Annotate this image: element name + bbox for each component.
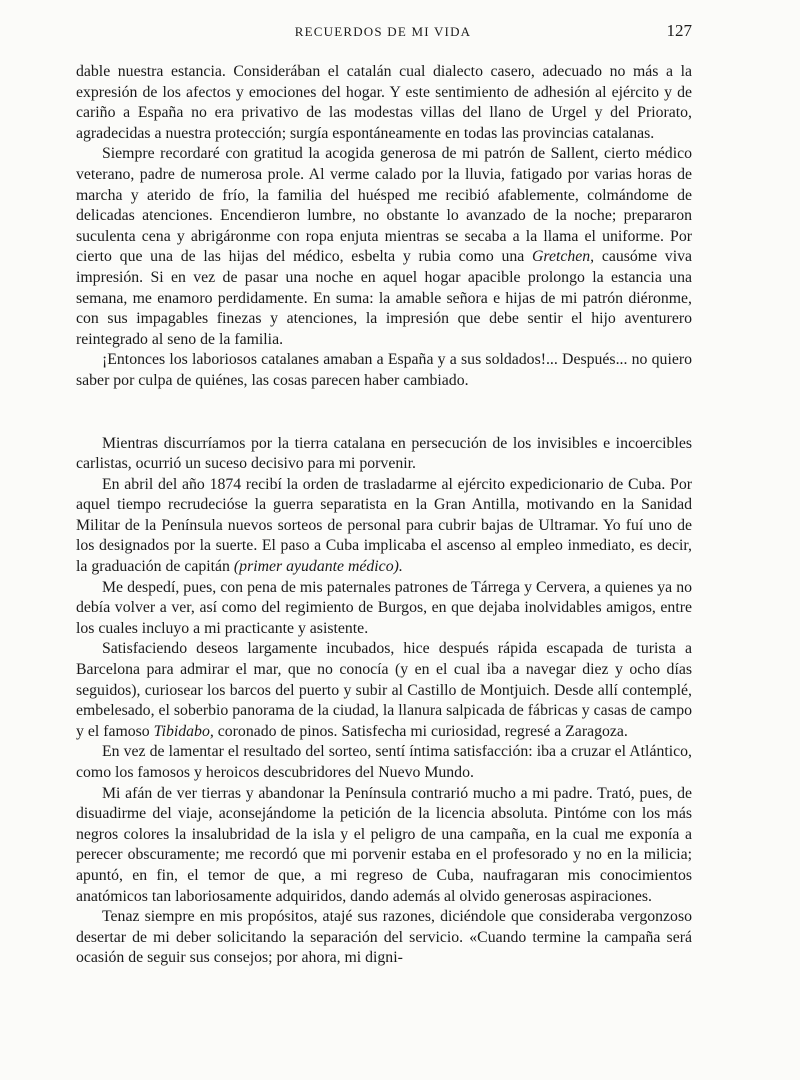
- paragraph: Mientras discurríamos por la tierra catalana en persecución de los invisibles e incoercibles carlistas, ocurrió un suceso decisivo para mi porvenir.: [76, 434, 692, 473]
- italic-term: Tibidabo,: [153, 722, 214, 740]
- page-number: 127: [666, 21, 692, 40]
- running-header: [76, 21, 692, 44]
- paragraph: Me despedí, pues, con pena de mis paternales patrones de Tárrega y Cervera, a quienes ya no debía volver a ver, así como del regimiento de Burgos, en que dejaba inolvidables amigos, entre los cuales incluyo a mi practicante y asistente.: [76, 578, 692, 637]
- paragraph: Tenaz siempre en mis propósitos, atajé sus razones, diciéndole que consideraba vergonzoso desertar de mi deber solicitando la separación del servicio. «Cuando termine la campaña será ocasión de seguir sus consejos; por ahora, mi digni-: [76, 908, 692, 967]
- paragraph: dable nuestra estancia. Considerában el catalán cual dialecto casero, adecuado no más a la expresión de los afectos y emociones del hogar. Y este sentimiento de adhesión al ejército y de cariño a España no era privativo de las modestas villas del llano de Urgel y del Priorato, agradecidas a nuestra protección; surgía espontáneamente en todas las provincias catalanas.: [76, 63, 692, 142]
- paragraph-text: causóme viva impresión. Si en vez de pasar una noche en aquel hogar apacible prolongo la estancia una semana, me enamoro perdidamente. En suma: la amable señora e hijas de mi patrón diéronme, con sus impagables finezas y atenciones, la impresión que debe sentir el hijo aventurero reintegrado al seno de la familia.: [76, 248, 692, 348]
- paragraph-text: Satisfaciendo deseos largamente incubados, hice después rápida escapada de turista a Barcelona para admirar el mar, que no conocía (y en el cual iba a navegar diez y ocho días seguidos), curiosear los barcos del puerto y subir al Castillo de Montjuich. Desde allí contemplé, embelesado, el soberbio panorama de la ciudad, la llanura salpicada de fábricas y casas de campo y el famoso: [76, 640, 692, 740]
- paragraph: [76, 475, 692, 578]
- page-body: [76, 62, 692, 969]
- italic-term: Gretchen,: [531, 248, 595, 266]
- paragraph-text: Siempre recordaré con gratitud la acogida generosa de mi patrón de Sallent, cierto médico veterano, padre de numerosa prole. Al verme calado por la lluvia, fatigado por varias horas de marcha y aterido de frío, la familia del huésped me recibió afablemente, colmándome de delicadas atenciones. Encendieron lumbre, no obstante lo avanzado de la noche; prepararon suculenta cena y abrigáronme con ropa enjuta mientras se secaba a la llama el uniforme. Por cierto que una de las hijas del médico, esbelta y rubia como una: [76, 145, 692, 266]
- paragraph: Mi afán de ver tierras y abandonar la Península contrarió mucho a mi padre. Trató, pues, de disuadirme del viaje, aconsejándome la petición de la licencia absoluta. Pintóme con los más negros colores la insalubridad de la isla y el peligro de una campaña, en la cual me exponía a perecer obscuramente; me recordó que mi porvenir estaba en el profesorado y no en la milicia; apuntó, en fin, el temor de que, a mi regreso de Cuba, naufragaran mis conocimientos anatómicos tan laboriosamente adquiridos, dando además al olvido generosas aspiraciones.: [76, 784, 692, 905]
- italic-term: (primer ayudante médico).: [233, 558, 403, 576]
- paragraph-text: En abril del año 1874 recibí la orden de trasladarme al ejército expedicionario de Cuba. Por aquel tiempo recrudecióse la guerra separatista en la Gran Antilla, motivando en la Sanidad Militar de la Península nuevos sorteos de personal para cubrir bajas de Ultramar. Yo fuí uno de los designados por la suerte. El paso a Cuba implicaba el ascenso al empleo inmediato, es decir, la graduación de capitán: [76, 475, 692, 576]
- paragraph: [76, 639, 692, 742]
- section-break: [76, 392, 692, 434]
- paragraph: ¡Entonces los laboriosos catalanes amaban a España y a sus soldados!... Después... no quiero saber por culpa de quiénes, las cosas parecen haber cambiado.: [76, 351, 692, 389]
- paragraph-text: coronado de pinos. Satisfecha mi curiosidad, regresé a Zaragoza.: [213, 722, 628, 740]
- running-title: RECUERDOS DE MI VIDA: [294, 24, 472, 39]
- paragraph: [76, 144, 692, 350]
- paragraph: En vez de lamentar el resultado del sorteo, sentí íntima satisfacción: iba a cruzar el Atlántico, como los famosos y heroicos descubridores del Nuevo Mundo.: [76, 743, 692, 781]
